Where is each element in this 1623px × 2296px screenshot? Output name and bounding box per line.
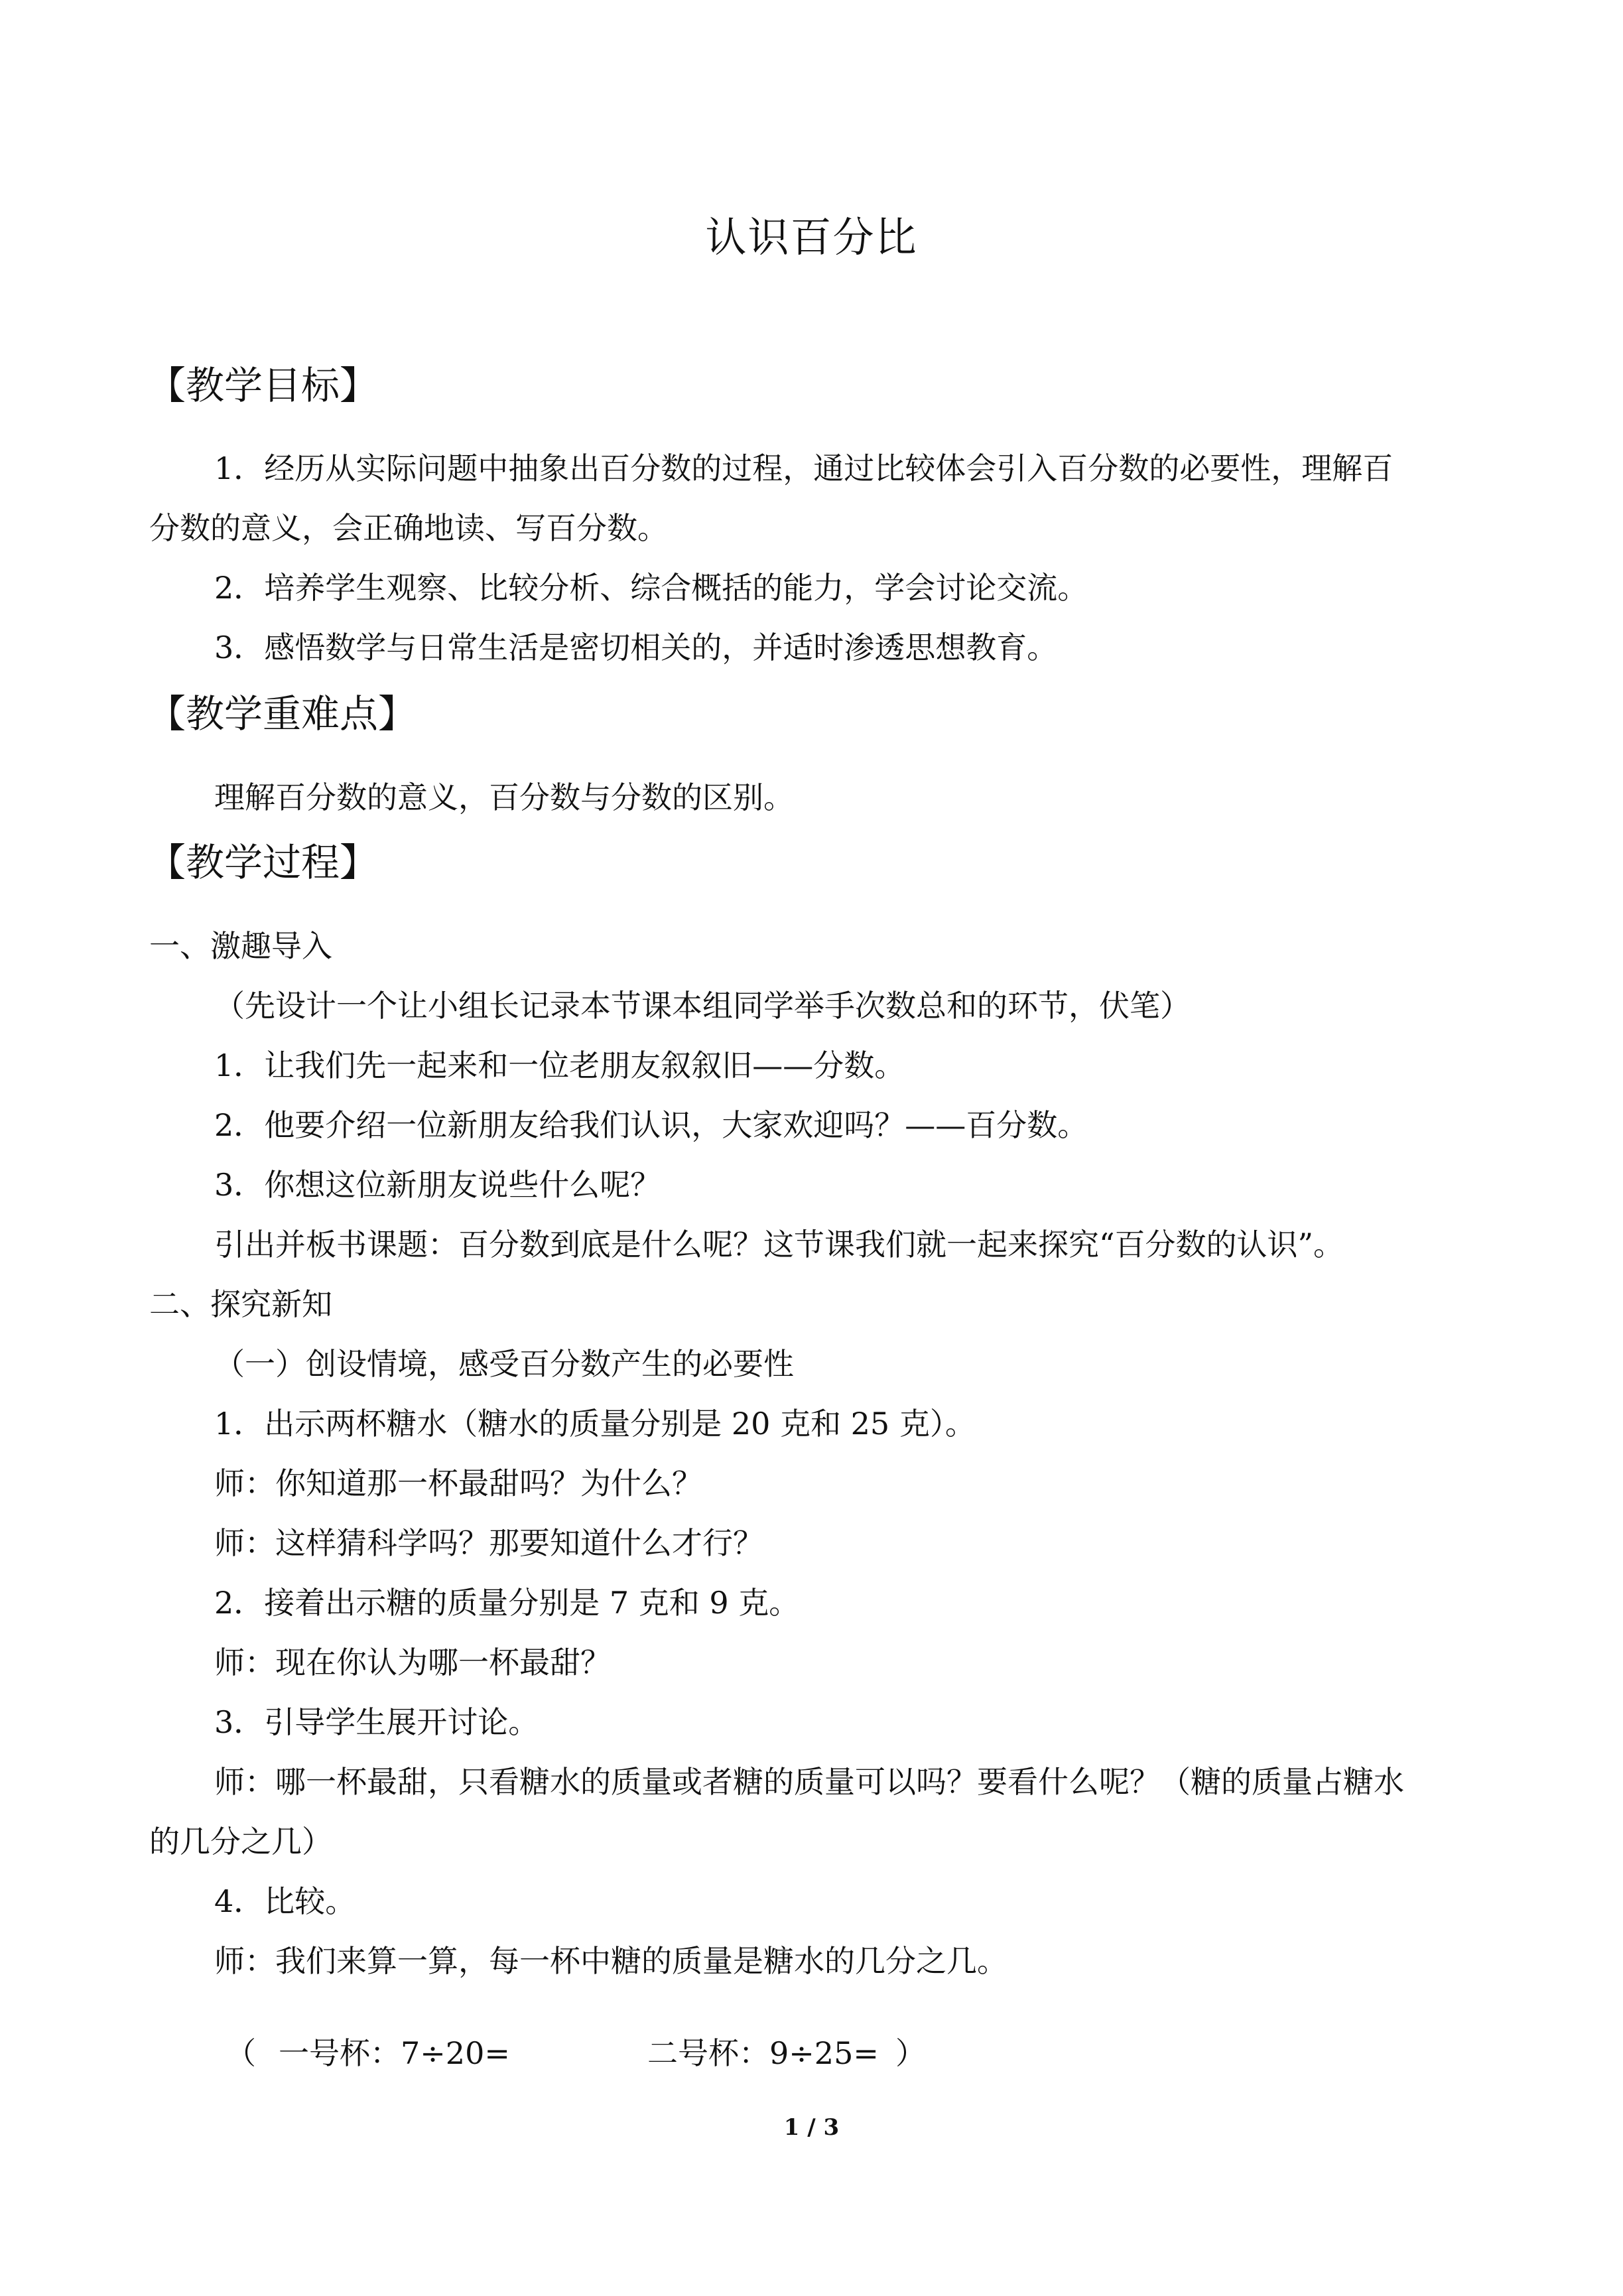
- part-2-teacher-1: 师：你知道那一杯最甜吗？为什么？: [214, 1465, 702, 1501]
- page-number: 1 / 3: [783, 2114, 840, 2141]
- calc-open-paren: （: [226, 2035, 256, 2071]
- part-2-teacher-5: 师：我们来算一算，每一杯中糖的质量是糖水的几分之几。: [214, 1943, 1007, 1979]
- part-1-lead: 引出并板书课题：百分数到底是什么呢？这节课我们就一起来探究“百分数的认识”。: [214, 1227, 1344, 1262]
- part-2-item-1: 1．出示两杯糖水（糖水的质量分别是 20 克和 25 克）。: [214, 1406, 976, 1442]
- keypoints-heading: 【教学重难点】: [147, 691, 417, 736]
- part-2-item-3: 3．引导学生展开讨论。: [214, 1704, 539, 1740]
- keypoints-text: 理解百分数的意义，百分数与分数的区别。: [214, 779, 794, 815]
- part-2-item-2: 2．接着出示糖的质量分别是 7 克和 9 克。: [214, 1585, 800, 1621]
- goals-heading: 【教学目标】: [147, 363, 379, 408]
- part-1-item-3: 3．你想这位新朋友说些什么呢？: [214, 1167, 661, 1203]
- goal-1-line-2: 分数的意义，会正确地读、写百分数。: [149, 510, 668, 546]
- calc-cup-2: 二号杯：9÷25=: [647, 2035, 879, 2071]
- part-2-teacher-4-line-1: 师：哪一杯最甜，只看糖水的质量或者糖的质量可以吗？要看什么呢？（糖的质量占糖水: [214, 1764, 1404, 1800]
- part-2-subtitle-1: （一）创设情境，感受百分数产生的必要性: [214, 1346, 794, 1382]
- part-2-teacher-3: 师：现在你认为哪一杯最甜？: [214, 1645, 611, 1680]
- part-2-item-4: 4．比较。: [214, 1883, 356, 1919]
- calc-cup-1: 一号杯：7÷20=: [279, 2035, 510, 2071]
- part-2-title: 二、探究新知: [149, 1286, 332, 1322]
- part-1-title: 一、激趣导入: [149, 928, 332, 964]
- part-2-teacher-4-line-2: 的几分之几）: [149, 1824, 332, 1859]
- part-1-note: （先设计一个让小组长记录本节课本组同学举手次数总和的环节，伏笔）: [214, 988, 1191, 1024]
- calc-close-paren: ）: [895, 2035, 926, 2071]
- process-heading: 【教学过程】: [147, 840, 379, 885]
- part-1-item-1: 1．让我们先一起来和一位老朋友叙叙旧——分数。: [214, 1047, 905, 1083]
- goal-3: 3．感悟数学与日常生活是密切相关的，并适时渗透思想教育。: [214, 630, 1058, 665]
- document-title: 认识百分比: [705, 213, 918, 261]
- goal-2: 2．培养学生观察、比较分析、综合概括的能力，学会讨论交流。: [214, 570, 1088, 606]
- goal-1-line-1: 1．经历从实际问题中抽象出百分数的过程，通过比较体会引入百分数的必要性，理解百: [214, 450, 1394, 486]
- part-2-teacher-2: 师：这样猜科学吗？那要知道什么才行？: [214, 1525, 763, 1561]
- part-1-item-2: 2．他要介绍一位新朋友给我们认识，大家欢迎吗？——百分数。: [214, 1107, 1088, 1143]
